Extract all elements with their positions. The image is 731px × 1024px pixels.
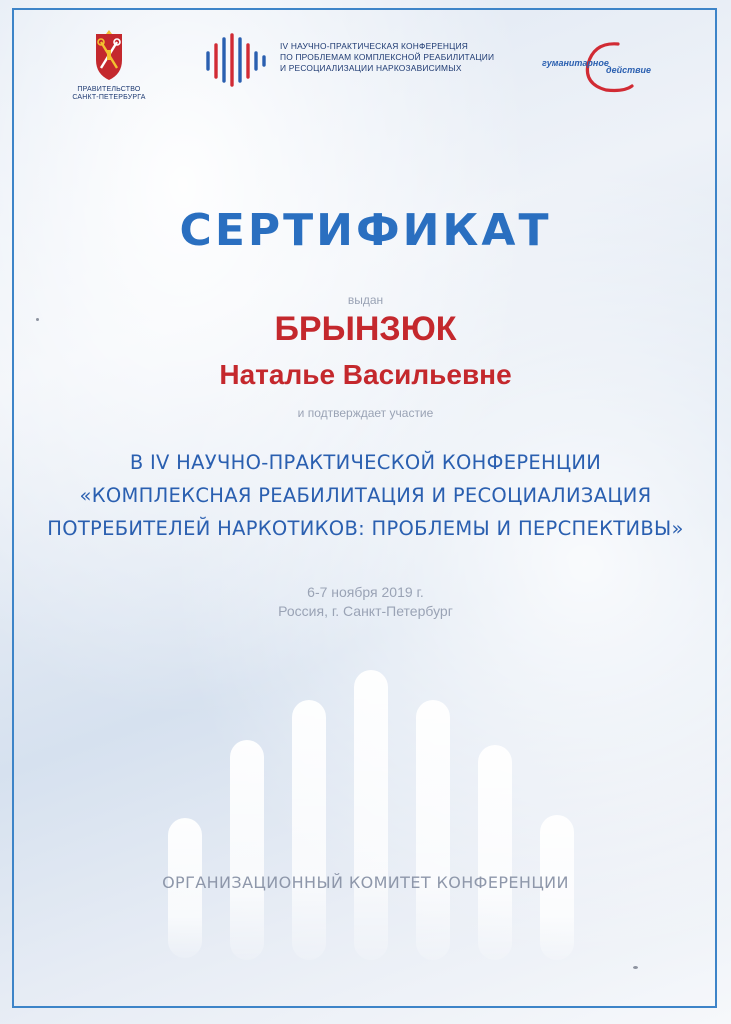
conference-logo-text	[280, 41, 530, 74]
conference-bars-logo-icon	[204, 33, 268, 87]
humanitarian-word1: гуманитарное	[542, 58, 609, 68]
conference-name-line2: «КОМПЛЕКСНАЯ РЕАБИЛИТАЦИЯ И РЕСОЦИАЛИЗАЦИЯ	[79, 484, 652, 507]
spb-coat-of-arms-icon	[91, 30, 127, 82]
conference-logo-line1: IV НАУЧНО-ПРАКТИЧЕСКАЯ КОНФЕРЕНЦИЯ	[280, 41, 469, 51]
conference-logo-line3: И РЕСОЦИАЛИЗАЦИИ НАРКОЗАВИСИМЫХ	[280, 63, 462, 73]
conference-date: 6-7 ноября 2019 г.	[307, 584, 424, 600]
issued-to-label: выдан	[347, 293, 384, 307]
scan-speck	[633, 966, 638, 969]
conference-name-line3: ПОТРЕБИТЕЛЕЙ НАРКОТИКОВ: ПРОБЛЕМЫ И ПЕРСПЕКТИВЫ»	[47, 517, 684, 540]
recipient-given-names: Наталье Васильевне	[219, 359, 512, 390]
humanitarian-word2: действие	[606, 65, 652, 75]
conference-place: Россия, г. Санкт-Петербург	[278, 603, 453, 619]
spb-caption-line2: САНКТ-ПЕТЕРБУРГА	[72, 94, 146, 101]
spb-caption-line1: ПРАВИТЕЛЬСТВО	[77, 86, 141, 93]
confirms-participation-label: и подтверждает участие	[297, 406, 434, 420]
recipient-surname: БРЫНЗЮК	[274, 310, 457, 348]
certificate-title: СЕРТИФИКАТ	[179, 205, 552, 256]
organizing-committee: ОРГАНИЗАЦИОННЫЙ КОМИТЕТ КОНФЕРЕНЦИИ	[162, 873, 569, 892]
scan-speck	[36, 318, 39, 321]
conference-name-line1: В IV НАУЧНО-ПРАКТИЧЕСКОЙ КОНФЕРЕНЦИИ	[129, 451, 602, 474]
spb-government-logo	[64, 30, 154, 102]
humanitarian-action-logo-icon	[536, 38, 676, 98]
conference-logo-line2: ПО ПРОБЛЕМАМ КОМПЛЕКСНОЙ РЕАБИЛИТАЦИИ	[280, 52, 495, 62]
